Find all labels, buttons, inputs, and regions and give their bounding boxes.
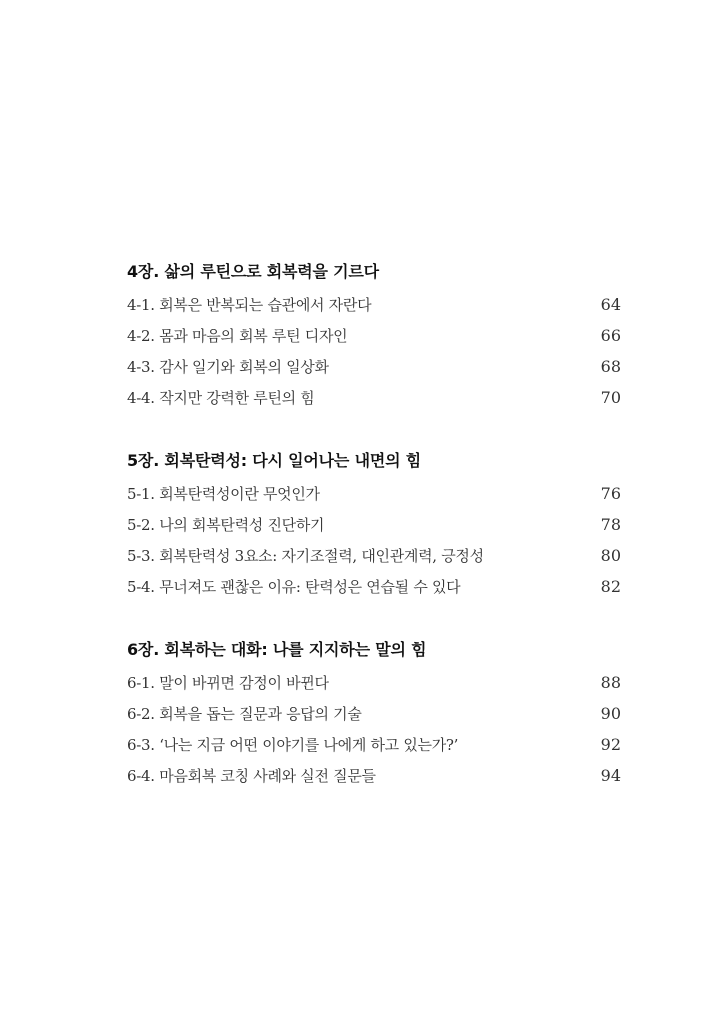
page-number: 82 <box>600 577 621 596</box>
page-number: 70 <box>600 388 621 407</box>
page-number: 68 <box>600 357 621 376</box>
toc-entry[interactable] <box>127 478 621 509</box>
chapter-5 <box>127 447 621 602</box>
entry-label: 4-3. 감사 일기와 회복의 일상화 <box>127 358 329 376</box>
entry-label: 6-2. 회복을 돕는 질문과 응답의 기술 <box>127 705 362 723</box>
entry-label: 5-4. 무너져도 괜찮은 이유: 탄력성은 연습될 수 있다 <box>127 578 461 596</box>
toc-entry[interactable] <box>127 667 621 698</box>
entry-label: 5-3. 회복탄력성 3요소: 자기조절력, 대인관계력, 긍정성 <box>127 547 484 565</box>
toc-entry[interactable] <box>127 509 621 540</box>
page-number: 90 <box>600 704 621 723</box>
toc-entry[interactable] <box>127 698 621 729</box>
toc-entry[interactable] <box>127 729 621 760</box>
entry-label: 6-1. 말이 바뀌면 감정이 바뀐다 <box>127 674 329 692</box>
page-number: 80 <box>600 546 621 565</box>
page-number: 94 <box>600 766 621 785</box>
toc-entry[interactable] <box>127 571 621 602</box>
table-of-contents <box>127 258 621 791</box>
entry-label: 4-4. 작지만 강력한 루틴의 힘 <box>127 389 315 407</box>
toc-entry[interactable] <box>127 382 621 413</box>
entry-label: 6-4. 마음회복 코칭 사례와 실전 질문들 <box>127 767 376 785</box>
toc-entry[interactable] <box>127 540 621 571</box>
page-number: 64 <box>600 295 621 314</box>
page-number: 76 <box>600 484 621 503</box>
entry-label: 4-2. 몸과 마음의 회복 루틴 디자인 <box>127 327 348 345</box>
toc-entry[interactable] <box>127 351 621 382</box>
page-number: 92 <box>600 735 621 754</box>
page-number: 78 <box>600 515 621 534</box>
toc-entry[interactable] <box>127 289 621 320</box>
chapter-4 <box>127 258 621 413</box>
chapter-title: 4장. 삶의 루틴으로 회복력을 기르다 <box>127 262 379 281</box>
chapter-title: 5장. 회복탄력성: 다시 일어나는 내면의 힘 <box>127 451 421 470</box>
toc-entry[interactable] <box>127 760 621 791</box>
chapter-6 <box>127 636 621 791</box>
entry-label: 5-1. 회복탄력성이란 무엇인가 <box>127 485 320 503</box>
toc-entry[interactable] <box>127 320 621 351</box>
chapter-title: 6장. 회복하는 대화: 나를 지지하는 말의 힘 <box>127 640 427 659</box>
entry-label: 6-3. ‘나는 지금 어떤 이야기를 나에게 하고 있는가?’ <box>127 736 459 754</box>
entry-label: 4-1. 회복은 반복되는 습관에서 자란다 <box>127 296 372 314</box>
entry-label: 5-2. 나의 회복탄력성 진단하기 <box>127 516 325 534</box>
page-number: 66 <box>600 326 621 345</box>
page-number: 88 <box>600 673 621 692</box>
